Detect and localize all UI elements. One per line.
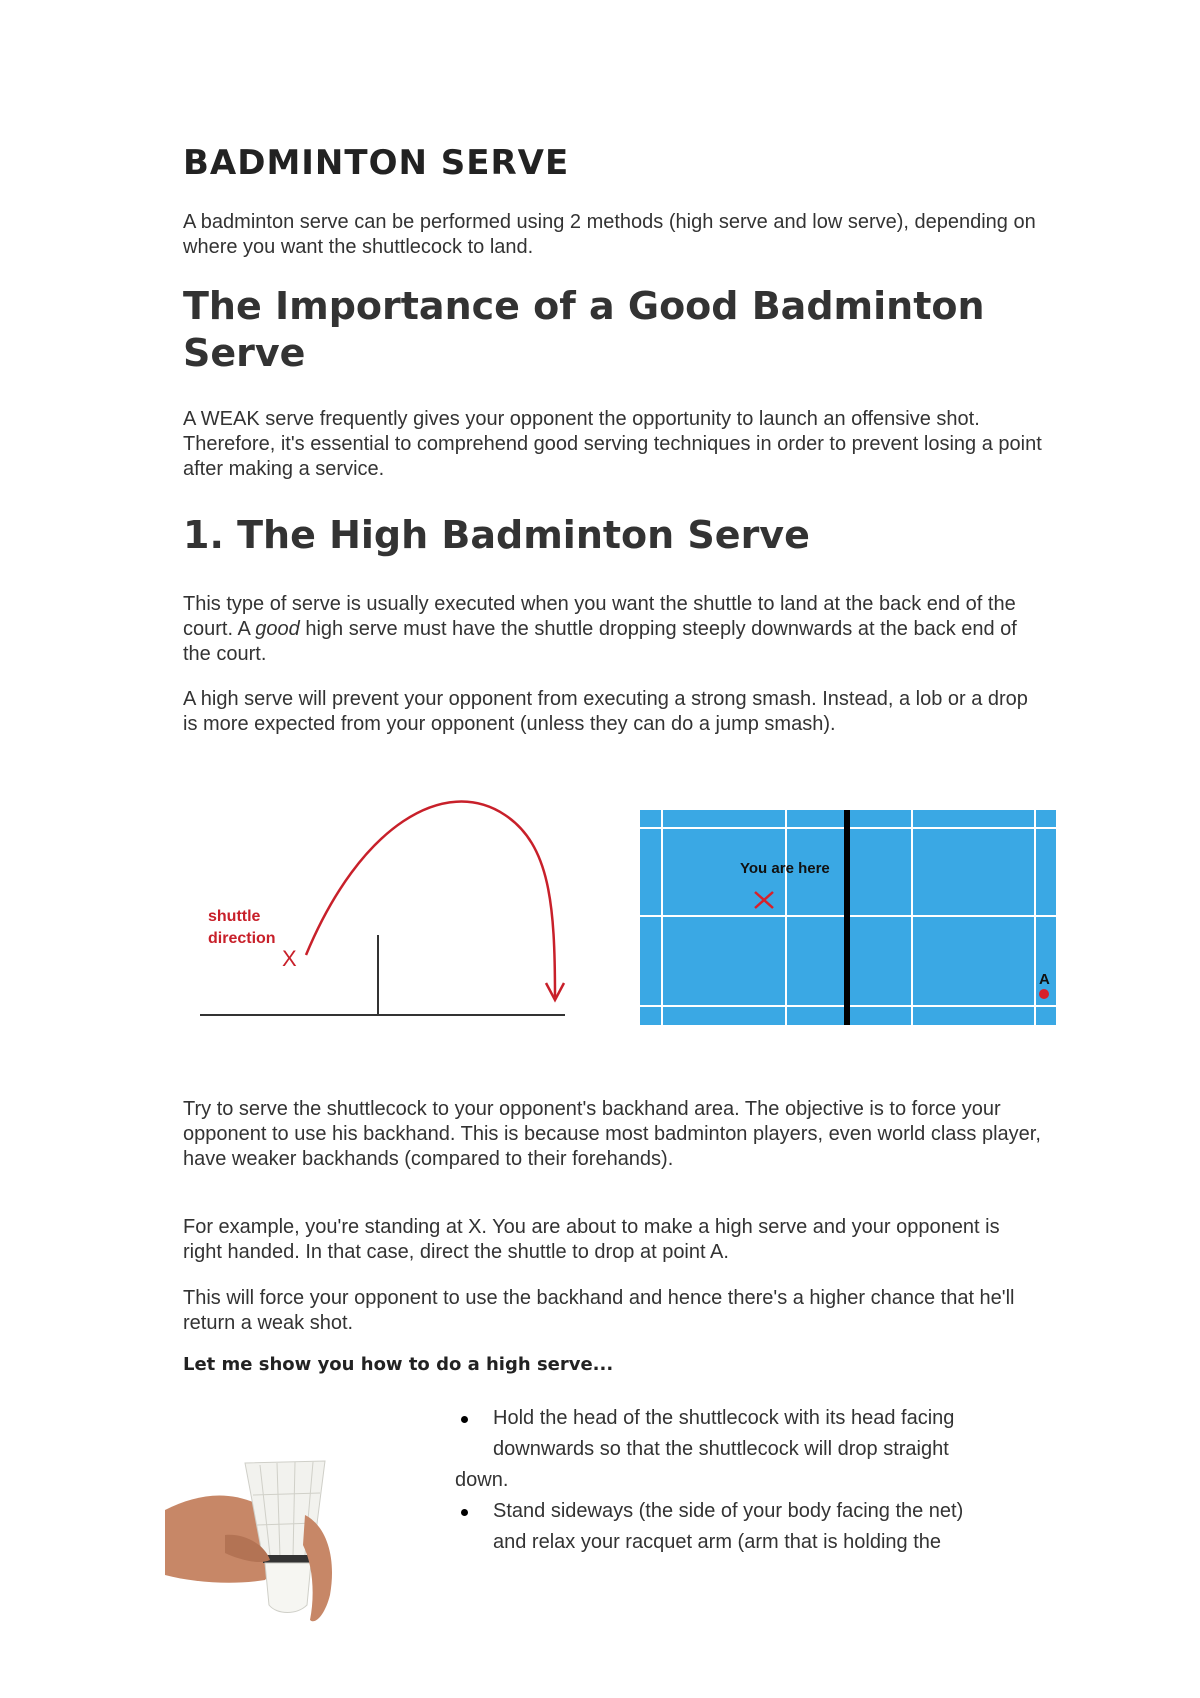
section-heading-high-serve: 1. The High Badminton Serve xyxy=(183,513,810,557)
heading-line-1: The Importance of a Good Badminton xyxy=(183,284,985,328)
you-are-here-label: You are here xyxy=(740,860,830,877)
high-serve-lead: Let me show you how to do a high serve... xyxy=(183,1354,614,1375)
example-paragraph: For example, you're standing at X. You are about to make a high serve and your opponent is right handed. In that case, direct the shuttle to drop at point A. xyxy=(183,1216,1000,1263)
point-a-marker xyxy=(1039,989,1049,999)
importance-paragraph: A WEAK serve frequently gives your opponent the opportunity to launch an offensive shot. Therefore, it's essential to comprehend good serving techniques in order to prevent losing a point after making a service. xyxy=(183,408,1042,480)
backhand-paragraph: Try to serve the shuttlecock to your opponent's backhand area. The objective is to force your opponent to use his backhand. This is because most badminton players, even world class player, have weaker backhands (compared to their forehands). xyxy=(183,1098,1041,1170)
high-serve-steps xyxy=(455,1403,1015,1558)
intro-paragraph: A badminton serve can be performed using 2 methods (high serve and low serve), depending on where you want the shuttlecock to land. xyxy=(183,211,1036,258)
list-item: Hold the head of the shuttlecock with its head facing downwards so that the shuttlecock will drop straight down. xyxy=(455,1407,955,1491)
hand-holding-shuttlecock-image xyxy=(165,1455,365,1630)
shuttle-label-line-1: shuttle xyxy=(208,908,261,925)
list-item: Stand sideways (the side of your body facing the net) and relax your racquet arm (arm that is holding the xyxy=(455,1496,1015,1558)
force-backhand-paragraph: This will force your opponent to use the backhand and hence there's a higher chance that he'll return a weak shot. xyxy=(183,1287,1015,1334)
court-diagram xyxy=(640,810,1056,1025)
emphasis-good: good xyxy=(255,618,300,640)
shuttle-label-line-2: direction xyxy=(208,930,276,947)
point-a-label: A xyxy=(1039,971,1050,988)
high-serve-paragraph-2: A high serve will prevent your opponent from executing a strong smash. Instead, a lob or a drop is more expected from your opponent (unless they can do a jump smash). xyxy=(183,688,1028,735)
bullet-icon xyxy=(461,1509,468,1516)
shuttle-trajectory-diagram xyxy=(195,795,575,1020)
start-marker: X xyxy=(282,946,297,971)
high-serve-paragraph-1: This type of serve is usually executed when you want the shuttle to land at the back end of the court. A good high serve must have the shuttle dropping steeply downwards at the back end of the court. xyxy=(183,593,1017,665)
bullet-icon xyxy=(461,1416,468,1423)
trajectory-arc xyxy=(306,802,555,997)
page-title: BADMINTON SERVE xyxy=(183,143,570,183)
heading-line-2: Serve xyxy=(183,331,306,375)
section-heading-importance xyxy=(183,283,1083,377)
